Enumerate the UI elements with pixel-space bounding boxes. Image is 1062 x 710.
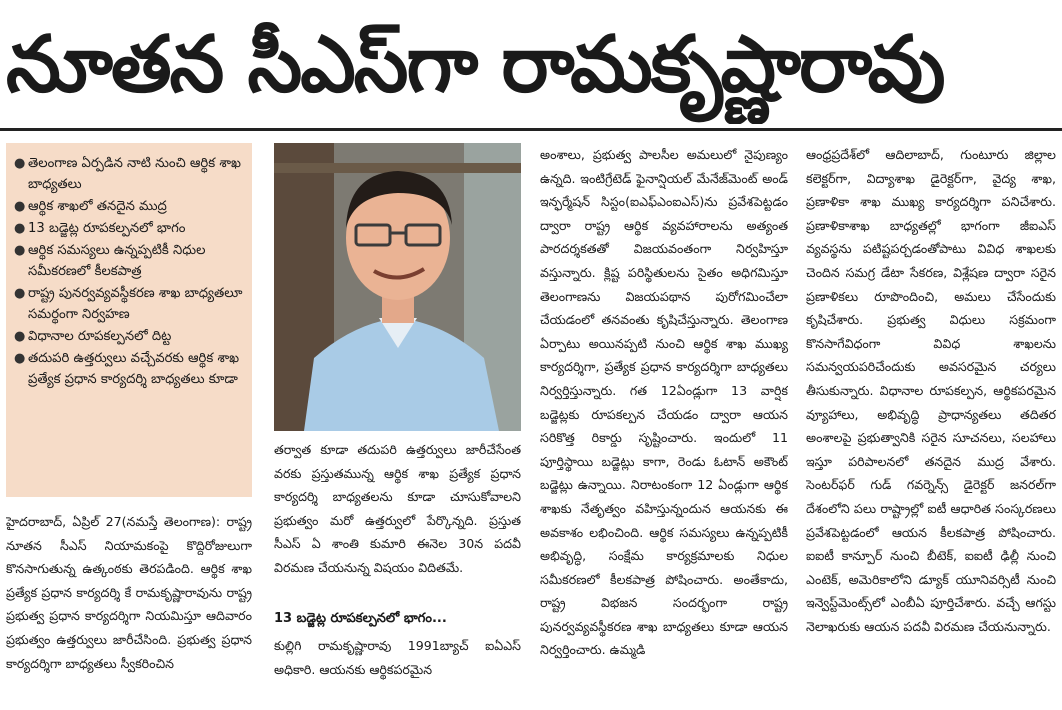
article-paragraph: అంశాలు, ప్రభుత్వ పాలసీల అమలులో నైపుణ్యం ఉన్నది. ఇంటిగ్రేటెడ్ ఫైనాన్షియల్ మేనేజ్‌మెంట్ అండ్ ఇన్ఫర్మేషన్ సిస్టం(ఐఎఫ్ఎంఐఎస్)ను ప్రవేశపెట్టడం ద్వారా రాష్ట్ర ఆర్థిక వ్యవహారాలను అత్యంత పారదర్శకతతో విజయవంతంగా నిర్వహిస్తూ వస్తున్నారు. క్లిష్ట పరిస్థితులను సైతం అధిగమిస్తూ తెలంగాణను విజయపథాన పురోగమించేలా చేయడంలో తనవంతు కృషిచేస్తున్నారు. తెలంగాణ ఏర్పాటు అయినప్పటి నుంచి ఆర్థిక శాఖ ముఖ్య కార్యదర్శిగా, ప్రత్యేక ప్రధాన కార్యదర్శిగా బాధ్యతలు నిర్వర్తిస్తున్నారు. గత 12ఏండ్లుగా 13 వార్షిక బడ్జెట్లకు రూపకల్పన చేయడం ద్వారా ఆయన సరికొత్త రికార్డు సృష్టించారు. ఇందులో 11 పూర్తిస్థాయి బడ్జెట్లు కాగా, రెండు ఓటాన్ అకౌంట్ బడ్జెట్లు ఉన్నాయి. నిరాటంకంగా 12 ఏండ్లుగా ఆర్థిక శాఖకు నేతృత్వం వహిస్తున్నందున ఆయనకు ఈ అవకాశం లభించింది. ఆర్థిక సమస్యలు ఉన్నప్పటికీ అభివృద్ధి, సంక్షేమ కార్యక్రమాలకు నిధుల సమీకరణలో కీలకపాత్ర పోషించారు. అంతేకాదు, రాష్ట్ర విభజన సందర్భంగా రాష్ట్ర పునర్వవ్యవస్థీకరణ శాఖ బాధ్యతలు కూడా ఆయన నిర్వర్తించారు. ఉమ్మడి (540, 147, 788, 658)
article-paragraph: తర్వాత కూడా తదుపరి ఉత్తర్వులు జారీచేసేంత వరకు ప్రస్తుతమున్న ఆర్థిక శాఖ ప్రత్యేక ప్రధాన కార్యదర్శి బాధ్యతలను కూడా చూసుకోవాలని ప్రభుత్వం మరో ఉత్తర్వులో పేర్కొన్నది. ప్రస్తుత సీఎస్ ఏ శాంతి కుమారి ఈనెల 30న పదవీ విరమణ చేయనున్న విషయం విదితమే. (274, 442, 521, 575)
highlight-item (14, 240, 246, 282)
headline: నూతన సీఎస్‌గా రామకృష్ణారావు (6, 20, 944, 110)
highlight-text: ఆర్థిక సమస్యలు ఉన్నప్పటికీ నిధుల సమీకరణలో కీలకపాత్ర (28, 243, 206, 279)
highlight-text: ఆర్థిక శాఖలో తనదైన ముద్ర (28, 199, 167, 214)
article-column-3 (540, 143, 788, 706)
article-column-4 (806, 143, 1056, 706)
highlight-text: తదుపరి ఉత్తర్వులు వచ్చేవరకు ఆర్థిక శాఖ ప్రత్యేక ప్రధాన కార్యదర్శి బాధ్యతలు కూడా (28, 351, 240, 387)
highlight-item (14, 153, 246, 195)
highlight-text: 13 బడ్జెట్ల రూపకల్పనలో భాగం (28, 221, 186, 236)
highlight-item (14, 348, 246, 390)
bullet-icon: ● (14, 199, 26, 214)
highlight-item (14, 283, 246, 325)
article-paragraph: హైదరాబాద్, ఏప్రిల్ 27(నమస్తే తెలంగాణ): రాష్ట్ర నూతన సీఎస్ నియామకంపై కొద్దిరోజులుగా కొనసాగుతున్న ఉత్కంఠకు తెరపడింది. ఆర్థిక శాఖ ప్రత్యేక ప్రధాన కార్యదర్శి కే రామకృష్ణారావును రాష్ట్ర ప్రభుత్వ ప్రధాన కార్యదర్శిగా నియమిస్తూ ఆదివారం ప్రభుత్వం ఉత్తర్వులు జారీచేసింది. ప్రభుత్వ ప్రధాన కార్యదర్శిగా బాధ్యతలు స్వీకరించిన (6, 514, 252, 671)
bullet-icon: ● (14, 286, 26, 301)
bullet-icon: ● (14, 221, 26, 236)
article-column-2-bottom (274, 634, 521, 706)
bullet-icon: ● (14, 156, 26, 171)
highlight-text: తెలంగాణ ఏర్పడిన నాటి నుంచి ఆర్థిక శాఖ బాధ్యతలు (28, 156, 241, 192)
highlight-text: విధానాల రూపకల్పనలో దిట్ట (28, 329, 172, 344)
subheading: 13 బడ్జెట్ల రూపకల్పనలో భాగం... (274, 611, 447, 626)
article-paragraph: కుల్లిగి రామకృష్ణారావు 1991బ్యాచ్ ఐఏఎస్ అధికారి. ఆయనకు ఆర్థికపరమైన (274, 638, 521, 677)
article-column-2-top (274, 438, 521, 583)
bullet-icon: ● (14, 329, 26, 344)
highlight-item (14, 218, 246, 239)
bullet-icon: ● (14, 351, 26, 366)
highlights-box (6, 143, 252, 497)
article-paragraph: ఆంధ్రప్రదేశ్‌లో ఆదిలాబాద్, గుంటూరు జిల్లాల కలెక్టర్‌గా, విద్యాశాఖ డైరెక్టర్‌గా, వైద్య శాఖ, ప్రణాళికా శాఖ ముఖ్య కార్యదర్శిగా పనిచేశారు. ప్రణాళికాశాఖ బాధ్యతల్లో భాగంగా జీఐఎస్ వ్యవస్థను పటిష్టపర్చడంతోపాటు వివిధ శాఖలకు చెందిన సమగ్ర డేటా సేకరణ, విశ్లేషణ ద్వారా సరైన ప్రణాళికలు రూపొందించి, అమలు చేసేందుకు కృషిచేశారు. ప్రభుత్వ విధులు సక్రమంగా కొనసాగేవిధంగా వివిధ శాఖలను సమన్వయపరిచేందుకు అవసరమైన చర్యలు తీసుకున్నారు. విధానాల రూపకల్పన, ఆర్థికపరమైన వ్యూహాలు, అభివృద్ధి ప్రాధాన్యతలు తదితర అంశాలపై ప్రభుత్వానికి సరైన సూచనలు, సలహాలు ఇస్తూ పరిపాలనలో తనదైన ముద్ర వేశారు. సెంటర్‌ఫర్ గుడ్ గవర్నెన్స్ డైరెక్టర్ జనరల్‌గా దేశంలోని పలు రాష్ట్రాల్లో ఐటీ ఆధారిత సంస్కరణలు ప్రవేశపెట్టడంలో ఆయన కీలకపాత్ర పోషించారు. ఐఐటీ కాన్పూర్ నుంచి బీటెక్, ఐఐటీ ఢిల్లీ నుంచి ఎంటెక్, అమెరికాలోని డ్యూక్ యూనివర్సిటీ నుంచి ఇన్వెస్ట్‌మెంట్స్‌లో ఎంబీఏ పూర్తిచేశారు. వచ్చే ఆగస్టు నెలాఖరుకు ఆయన పదవీ విరమణ చేయనున్నారు. (806, 147, 1056, 634)
highlight-item (14, 196, 246, 217)
article-column-1 (6, 510, 252, 706)
portrait-photo (274, 143, 521, 431)
highlight-item (14, 326, 246, 347)
highlight-text: రాష్ట్ర పునర్వవ్యవస్థీకరణ శాఖ బాధ్యతలూ సమర్థంగా నిర్వహణ (28, 286, 243, 322)
headline-rule (0, 128, 1062, 131)
bullet-icon: ● (14, 243, 26, 258)
